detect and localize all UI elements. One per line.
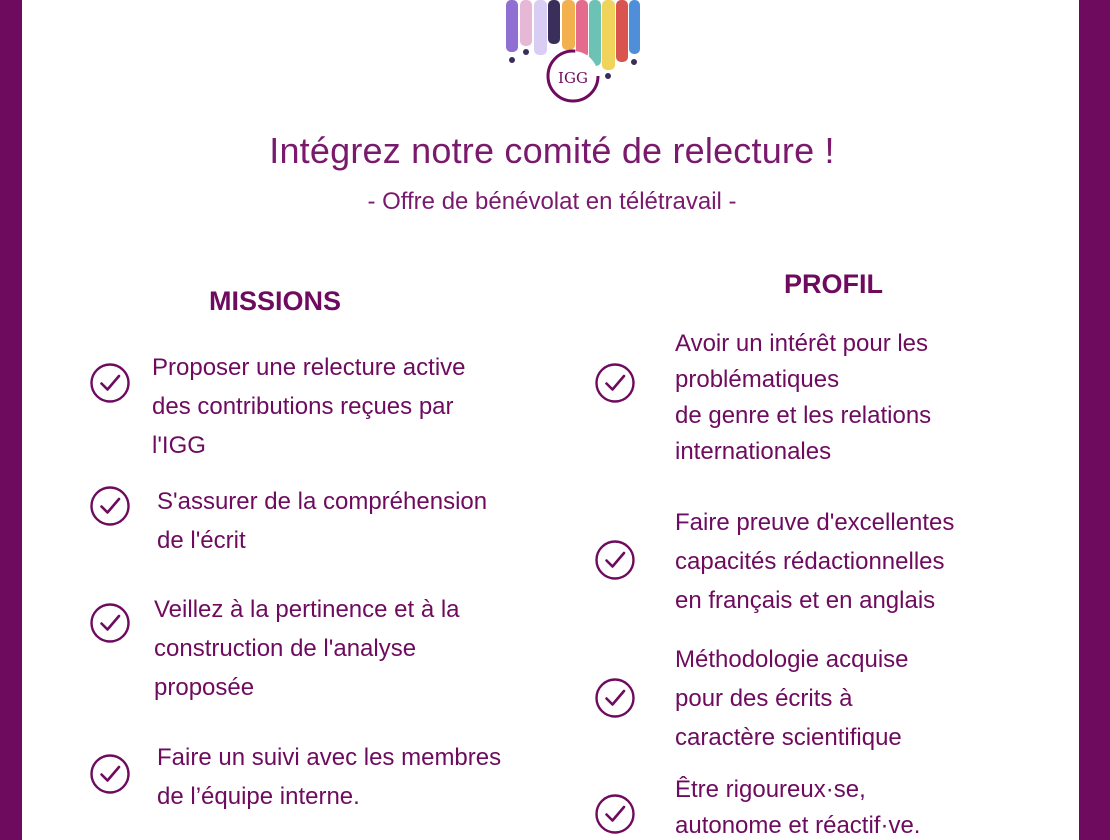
missions-heading: MISSIONS bbox=[209, 286, 342, 316]
page-title: Intégrez notre comité de relecture ! bbox=[269, 130, 835, 171]
missions-item-3-line-2: construction de l'analyse bbox=[154, 635, 417, 662]
missions-item-3 bbox=[154, 590, 460, 707]
missions-item-3-line-1: Veillez à la pertinence et à la bbox=[154, 596, 460, 623]
check-circle-icon bbox=[89, 362, 131, 404]
check-circle-icon bbox=[594, 539, 636, 581]
check-circle-icon bbox=[594, 793, 636, 835]
profil-item-1 bbox=[675, 326, 931, 470]
profil-item-1-line-3: de genre et les relations bbox=[675, 402, 932, 429]
profil-heading: PROFIL bbox=[784, 269, 883, 299]
missions-item-1-line-3: l'IGG bbox=[152, 432, 206, 459]
missions-item-2-line-2: de l'écrit bbox=[157, 527, 246, 554]
missions-item-1-line-2: des contributions reçues par bbox=[152, 393, 454, 420]
missions-item-2-line-1: S'assurer de la compréhension bbox=[157, 488, 488, 515]
missions-item-2 bbox=[157, 482, 487, 560]
missions-item-1 bbox=[152, 348, 466, 465]
check-circle-icon bbox=[594, 677, 636, 719]
profil-item-3-line-3: caractère scientifique bbox=[675, 724, 902, 751]
flyer-card bbox=[22, 0, 1079, 840]
missions-item-3-line-3: proposée bbox=[154, 674, 255, 701]
check-circle-icon bbox=[89, 753, 131, 795]
check-circle-icon bbox=[89, 485, 131, 527]
profil-item-2 bbox=[675, 503, 954, 620]
profil-item-3 bbox=[675, 640, 909, 757]
profil-item-1-line-2: problématiques bbox=[675, 366, 840, 393]
profil-item-1-line-4: internationales bbox=[675, 438, 832, 465]
missions-item-4-line-2: de l’équipe interne. bbox=[157, 783, 360, 810]
profil-item-3-line-1: Méthodologie acquise bbox=[675, 646, 909, 673]
profil-item-2-line-2: capacités rédactionnelles bbox=[675, 548, 945, 575]
profil-item-2-line-1: Faire preuve d'excellentes bbox=[675, 509, 955, 536]
profil-item-1-line-1: Avoir un intérêt pour les bbox=[675, 330, 929, 357]
missions-item-1-line-1: Proposer une relecture active bbox=[152, 354, 466, 381]
missions-item-4 bbox=[157, 738, 501, 816]
profil-item-3-line-2: pour des écrits à bbox=[675, 685, 853, 712]
check-circle-icon bbox=[594, 362, 636, 404]
profil-item-4 bbox=[675, 772, 920, 840]
profil-item-4-line-2: autonome et réactif·ve. bbox=[675, 812, 921, 839]
check-circle-icon bbox=[89, 602, 131, 644]
missions-item-4-line-1: Faire un suivi avec les membres bbox=[157, 744, 502, 771]
page-subtitle: - Offre de bénévolat en télétravail - bbox=[367, 188, 737, 215]
igg-logo-illustration bbox=[492, 0, 652, 106]
igg-circle-icon bbox=[548, 51, 598, 101]
profil-item-2-line-3: en français et en anglais bbox=[675, 587, 936, 614]
logo-text: IGG bbox=[558, 69, 588, 87]
profil-item-4-line-1: Être rigoureux·se, bbox=[675, 776, 866, 803]
